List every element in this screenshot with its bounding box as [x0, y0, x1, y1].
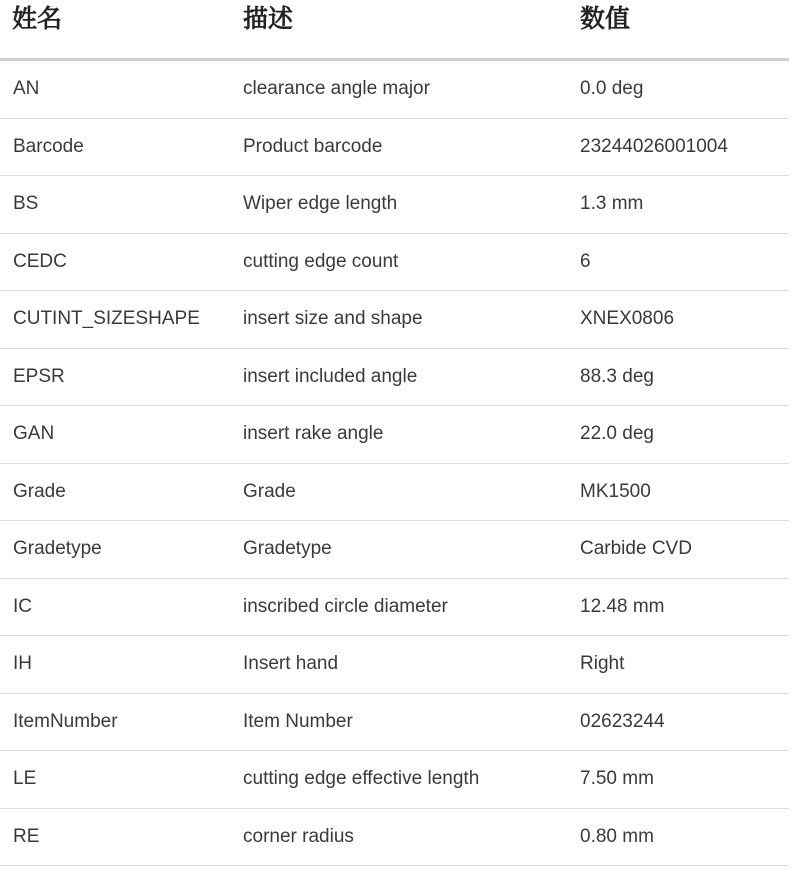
cell-description: inscribed circle diameter [243, 595, 448, 617]
header-value: 数值 [580, 4, 631, 33]
cell-description: insert size and shape [243, 308, 423, 330]
cell-name: AN [13, 78, 40, 100]
cell-value: 0.80 mm [580, 825, 654, 847]
cell-value: 0.0 deg [580, 78, 644, 100]
cell-value: 88.3 deg [580, 365, 654, 387]
cell-value: 23244026001004 [580, 135, 728, 157]
table-row [0, 61, 789, 119]
cell-description: cutting edge count [243, 250, 399, 272]
cell-value: 12.48 mm [580, 595, 665, 617]
cell-value: 02623244 [580, 710, 665, 732]
table-row [0, 234, 789, 292]
cell-value: 7.50 mm [580, 768, 654, 790]
table-row [0, 406, 789, 464]
table-row [0, 579, 789, 637]
cell-name: CEDC [13, 250, 67, 272]
cell-value: 1.3 mm [580, 193, 644, 215]
cell-name: GAN [13, 423, 55, 445]
table-header [0, 0, 789, 61]
table-row [0, 694, 789, 752]
cell-name: Barcode [13, 135, 84, 157]
cell-description: Wiper edge length [243, 193, 398, 215]
table-row [0, 809, 789, 867]
header-name: 姓名 [12, 4, 63, 33]
cell-name: Grade [13, 480, 66, 502]
table-row [0, 349, 789, 407]
header-description: 描述 [243, 4, 294, 33]
table-row [0, 521, 789, 579]
cell-description: Grade [243, 480, 296, 502]
cell-value: MK1500 [580, 480, 651, 502]
table-row [0, 291, 789, 349]
cell-description: Item Number [243, 710, 353, 732]
cell-value: XNEX0806 [580, 308, 675, 330]
cell-description: Insert hand [243, 653, 339, 675]
table-row [0, 119, 789, 177]
cell-description: corner radius [243, 825, 354, 847]
cell-description: insert rake angle [243, 423, 384, 445]
cell-value: 22.0 deg [580, 423, 654, 445]
cell-description: Gradetype [243, 538, 332, 560]
cell-name: ItemNumber [13, 710, 118, 732]
cell-name: IH [13, 653, 32, 675]
table-row [0, 176, 789, 234]
cell-value: Carbide CVD [580, 538, 692, 560]
cell-description: Product barcode [243, 135, 383, 157]
table-row [0, 464, 789, 522]
table-row [0, 751, 789, 809]
cell-name: Gradetype [13, 538, 102, 560]
cell-name: RE [13, 825, 40, 847]
cell-value: Right [580, 653, 625, 675]
cell-name: BS [13, 193, 39, 215]
cell-value: 6 [580, 250, 591, 272]
cell-name: CUTINT_SIZESHAPE [13, 308, 200, 330]
cell-description: insert included angle [243, 365, 418, 387]
table-row [0, 636, 789, 694]
cell-name: LE [13, 768, 37, 790]
cell-description: clearance angle major [243, 78, 430, 100]
cell-name: EPSR [13, 365, 65, 387]
cell-name: IC [13, 595, 32, 617]
cell-description: cutting edge effective length [243, 768, 480, 790]
